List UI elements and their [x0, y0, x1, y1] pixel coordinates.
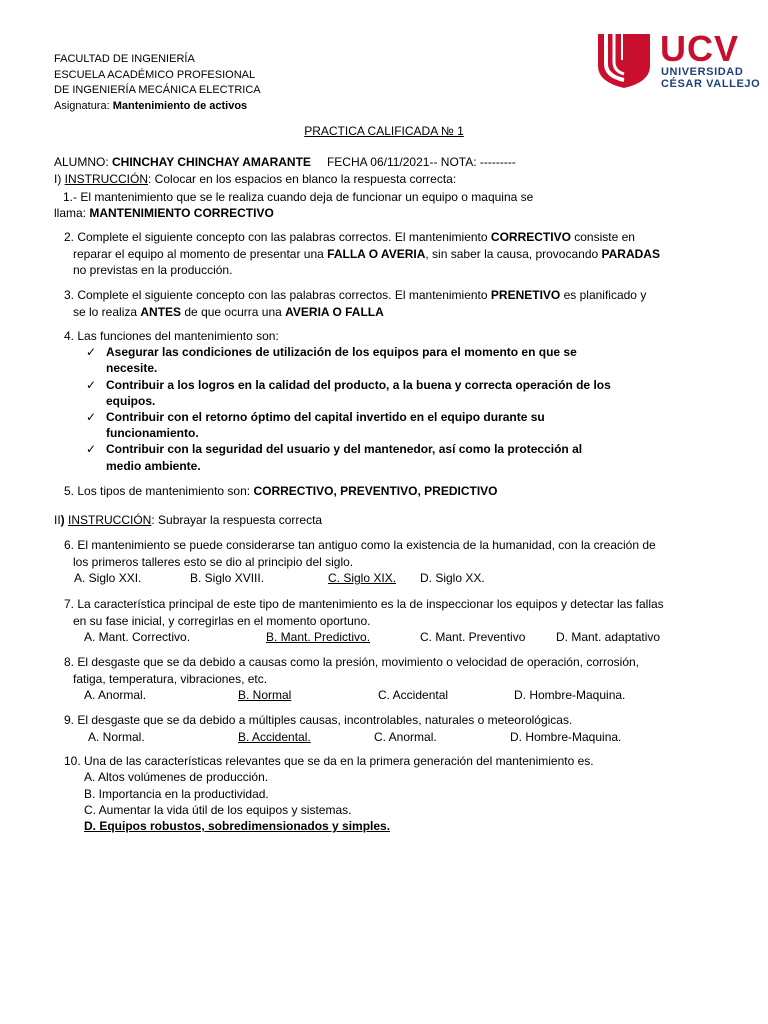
list-item: ✓ Contribuir con la seguridad del usuario y del mantenedor, así como la protección al medio ambiente.	[86, 442, 583, 473]
q9-options	[64, 729, 640, 746]
q7-options	[64, 629, 676, 646]
page-title: PRACTICA CALIFICADA № 1	[304, 124, 464, 138]
q7-option-d: D. Mant. adaptativo	[556, 630, 661, 644]
list-item: ✓ Contribuir con el retorno óptimo del capital invertido en el equipo durante su funcionamiento.	[86, 410, 545, 441]
q10-option-a: A. Altos volúmenes de producción.	[84, 770, 269, 785]
q10-option-c: C. Aumentar la vida útil de los equipos y sistemas.	[84, 802, 352, 817]
checkmark-icon: ✓	[86, 377, 97, 392]
functions-list	[64, 344, 611, 474]
question-4: 4. Las funciones del mantenimiento son: ✓ Asegurar las condiciones de utilización de los equipos para el momento en que se necesite. ✓ Contribuir a los logros en la calidad del producto, a la buena y correcta operación de los equipos. ✓ Contribuir con el retorno óptimo del capital invertido en el equipo durante su funcionamiento. ✓ Contribuir con la seguridad del usuario y del mantenedor, así como la protección al medio ambiente.	[64, 329, 611, 473]
date-grade: FECHA 06/11/2021-- NOTA: ---------	[326, 155, 516, 169]
student-name: CHINCHAY CHINCHAY AMARANTE	[112, 155, 311, 169]
student-line	[54, 155, 516, 169]
q5-answer: CORRECTIVO, PREVENTIVO, PREDICTIVO	[253, 484, 498, 498]
q6-option-b: B. Siglo XVIII.	[190, 571, 265, 585]
q9-option-d: D. Hombre-Maquina.	[510, 729, 622, 744]
logo-university: UNIVERSIDAD	[661, 66, 744, 78]
question-3: 3. Complete el siguiente concepto con las palabras correctos. El mantenimiento PRENETIVO es planificado y se lo realiza ANTES de que ocurra una AVERIA O FALLA	[64, 288, 647, 319]
q1-answer: MANTENIMIENTO CORRECTIVO	[89, 206, 274, 220]
q7-option-c: C. Mant. Preventivo	[420, 630, 526, 644]
q10-option-d: D. Equipos robustos, sobredimensionados y simples.	[84, 819, 391, 834]
section-1-heading: I) INSTRUCCIÓN: Colocar en los espacios en blanco la respuesta correcta:	[54, 172, 457, 186]
header-line-faculty: FACULTAD DE INGENIERÍA	[54, 53, 195, 65]
faculty-header	[54, 52, 261, 114]
logo-name: CÉSAR VALLEJO	[661, 78, 761, 90]
subject-line	[54, 99, 261, 115]
question-7: 7. La característica principal de este tipo de mantenimiento es la de inspeccionar los equipos y detectar las fallas en su fase inicial, y corregirlas en el momento oportuno. A. Mant. Correctivo. B. Mant. Predictivo. C. Mant. Preventivo D. Mant. adaptativo	[64, 596, 676, 646]
ucv-shield-icon	[596, 30, 656, 90]
section-1-instruction: INSTRUCCIÓN	[64, 172, 149, 186]
q6-option-c: C. Siglo XIX.	[328, 571, 397, 585]
q9-option-a: A. Normal.	[88, 729, 145, 744]
logo-brand: UCV	[660, 28, 740, 69]
q6-option-d: D. Siglo XX.	[420, 571, 485, 585]
question-5: 5. Los tipos de mantenimiento son: CORRECTIVO, PREVENTIVO, PREDICTIVO	[64, 484, 498, 498]
q7-option-b: B. Mant. Predictivo.	[266, 630, 371, 644]
subject-label: Asignatura:	[54, 99, 113, 112]
subject-value: Mantenimiento de activos	[112, 99, 248, 112]
checkmark-icon: ✓	[86, 442, 97, 457]
q6-option-a: A. Siglo XXI.	[74, 571, 142, 585]
q10-options	[64, 769, 594, 834]
q8-option-a: A. Anormal.	[84, 688, 147, 702]
q9-option-c: C. Anormal.	[374, 729, 437, 744]
q9-option-b: B. Accidental.	[238, 729, 311, 744]
header-line-school: ESCUELA ACADÉMICO PROFESIONAL	[54, 68, 256, 81]
list-item: ✓ Asegurar las condiciones de utilización de los equipos para el momento en que se necesite.	[86, 345, 577, 376]
q8-options	[64, 687, 644, 704]
question-10: 10. Una de las características relevantes que se da en la primera generación del mantenimiento es. A. Altos volúmenes de producción. B. Importancia en la productividad. C. Aumentar la vida útil de los equipos y sistemas. D. Equipos robustos, sobredimensionados y simples.	[64, 754, 594, 834]
question-1: 1.- El mantenimiento que se le realiza cuando deja de funcionar un equipo o maquina se llama: MANTENIMIENTO CORRECTIVO	[54, 190, 534, 220]
question-9: 9. El desgaste que se da debido a múltiples causas, incontrolables, naturales o meteorológicas. A. Normal. B. Accidental. C. Anormal. D. Hombre-Maquina.	[64, 712, 640, 745]
student-label: ALUMNO:	[54, 155, 113, 169]
section-2-instruction: INSTRUCCIÓN	[68, 513, 152, 527]
q6-options	[64, 570, 656, 587]
ucv-logo	[596, 30, 768, 90]
header-line-program: DE INGENIERÍA MECÁNICA ELECTRICA	[54, 84, 261, 96]
checkmark-icon: ✓	[86, 345, 97, 360]
section-2-heading: II) INSTRUCCIÓN: Subrayar la respuesta correcta	[54, 513, 323, 527]
question-2: 2. Complete el siguiente concepto con las palabras correctos. El mantenimiento CORRECTIVO consiste en reparar el equipo al momento de presentar una FALLA O AVERIA, sin saber la causa, provocando PARADAS no previstas en la producción.	[64, 230, 660, 277]
q8-option-b: B. Normal	[238, 688, 292, 702]
question-8: 8. El desgaste que se da debido a causas como la presión, movimiento o velocidad de operación, corrosión, fatiga, temperatura, vibraciones, etc. A. Anormal. B. Normal C. Accidental D. Hombre-Maquina.	[64, 654, 644, 704]
list-item: ✓ Contribuir a los logros en la calidad del producto, a la buena y correcta operación de los equipos.	[86, 377, 611, 408]
q10-option-b: B. Importancia en la productividad.	[84, 786, 269, 801]
question-6: 6. El mantenimiento se puede considerarse tan antiguo como la existencia de la humanidad, con la creación de los primeros talleres esto se dio al principio del siglo. A. Siglo XXI. B. Siglo XVIII. C. Siglo XIX. D. Siglo XX.	[64, 538, 656, 585]
checkmark-icon: ✓	[86, 410, 97, 425]
q8-option-d: D. Hombre-Maquina.	[514, 688, 626, 702]
q8-option-c: C. Accidental	[378, 688, 449, 702]
q7-option-a: A. Mant. Correctivo.	[84, 630, 191, 644]
